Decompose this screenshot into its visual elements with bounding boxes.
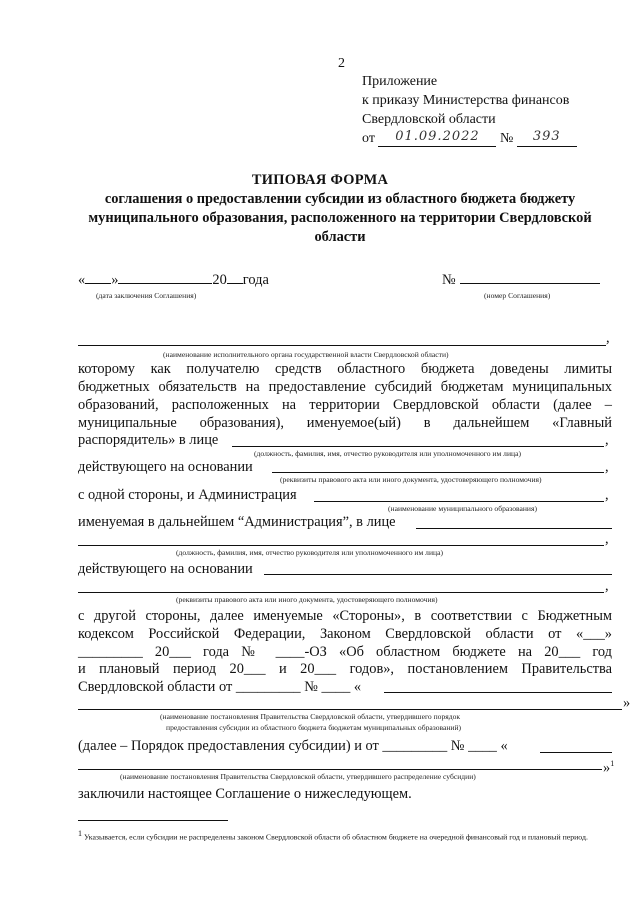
handwritten-number: 393 [532, 129, 561, 144]
procedure-line: (далее – Порядок предоставления субсидии) и от _________ № ____ « [78, 738, 508, 754]
page-number: 2 [338, 56, 345, 71]
paragraph-2-line-2: кодексом Российской Федерации, Законом Свердловской области от «___» [78, 626, 612, 642]
paragraph-1-line-3: образований, расположенных на территории Свердловской области (далее – [78, 397, 612, 413]
date-caption: (дата заключения Соглашения) [96, 291, 197, 300]
footnote-separator [78, 820, 228, 821]
paragraph-2-line-3: _________ 20___ года № ____-ОЗ «Об областном бюджете на 20___ год [78, 644, 612, 660]
appendix-line-1: Приложение [362, 74, 438, 89]
gov-decree-caption-line-2: предоставления субсидии из областного бюджета бюджетам муниципальных образований) [166, 723, 462, 732]
date-prefix: от [362, 131, 375, 146]
appendix-line-2: к приказу Министерства финансов [362, 93, 570, 108]
number-caption: (номер Соглашения) [484, 291, 551, 300]
paragraph-1-line-5: распорядитель» в лице [78, 432, 219, 448]
legal-act-caption-1: (реквизиты правового акта или иного документа, удостоверяющего полномочия) [280, 475, 542, 484]
paragraph-2-line-1: с другой стороны, далее именуемые «Стороны», в соответствии с Бюджетным [78, 608, 612, 624]
paragraph-1-line-4: муниципальные образования), именуемое(ый) в дальнейшем «Главный [78, 415, 612, 431]
footnote-mark: 1 [78, 829, 82, 838]
gov-decree-caption-line-1: (наименование постановления Правительства Свердловской области, утвердившего порядок [160, 712, 461, 721]
paragraph-1-line-1: которому как получателю средств областного бюджета доведены лимиты [78, 361, 612, 377]
executive-body-line [78, 345, 606, 346]
appendix-block [362, 72, 577, 148]
appendix-date-row [362, 129, 577, 148]
acting-basis-2: действующего на основании [78, 561, 253, 577]
number-prefix: № [499, 131, 514, 146]
agreement-number-row: № [442, 272, 600, 289]
position-caption-1: (должность, фамилия, имя, отчество руководителя или уполномоченного им лица) [254, 449, 522, 458]
executive-body-caption: (наименование исполнительного органа государственной власти Свердловской области) [163, 350, 449, 359]
handwritten-date: 01.09.2022 [395, 129, 480, 144]
agreement-date-row: « » 20 года [78, 272, 269, 288]
municipality-caption: (наименование муниципального образования) [388, 504, 537, 513]
footnote-text: Указывается, если субсидии не распределены законом Свердловской области об областном бюджете на очередной финансовый год и плановый период. [83, 832, 588, 842]
concluding-line: заключили настоящее Соглашение о нижеследующем. [78, 786, 412, 802]
document-subtitle: соглашения о предоставлении субсидии из областного бюджета бюджету муниципального образования, расположенного на территории Свердловской области [88, 191, 592, 245]
footnote-ref: 1 [610, 759, 615, 768]
named-administration: именуемая в дальнейшем “Администрация”, в лице [78, 514, 396, 530]
one-side-administration: с одной стороны, и Администрация [78, 487, 297, 503]
paragraph-2-line-5: Свердловской области от _________ № ____ « [78, 679, 362, 695]
paragraph-2-line-4: и плановый период 20___ и 20___ годов», постановлением Правительства [78, 661, 612, 677]
acting-basis-1: действующего на основании [78, 459, 253, 475]
paragraph-1-line-2: бюджетных обязательств на предоставление субсидий бюджетам муниципальных [78, 379, 612, 395]
appendix-line-3: Свердловской области [362, 112, 496, 127]
document-title: ТИПОВАЯ ФОРМА [251, 172, 389, 188]
footnote [78, 828, 612, 844]
distribution-caption: (наименование постановления Правительства Свердловской области, утвердившего распределение субсидии) [120, 772, 476, 781]
legal-act-caption-2: (реквизиты правового акта или иного документа, удостоверяющего полномочия) [176, 595, 438, 604]
position-caption-2: (должность, фамилия, имя, отчество руководителя или уполномоченного им лица) [176, 548, 444, 557]
